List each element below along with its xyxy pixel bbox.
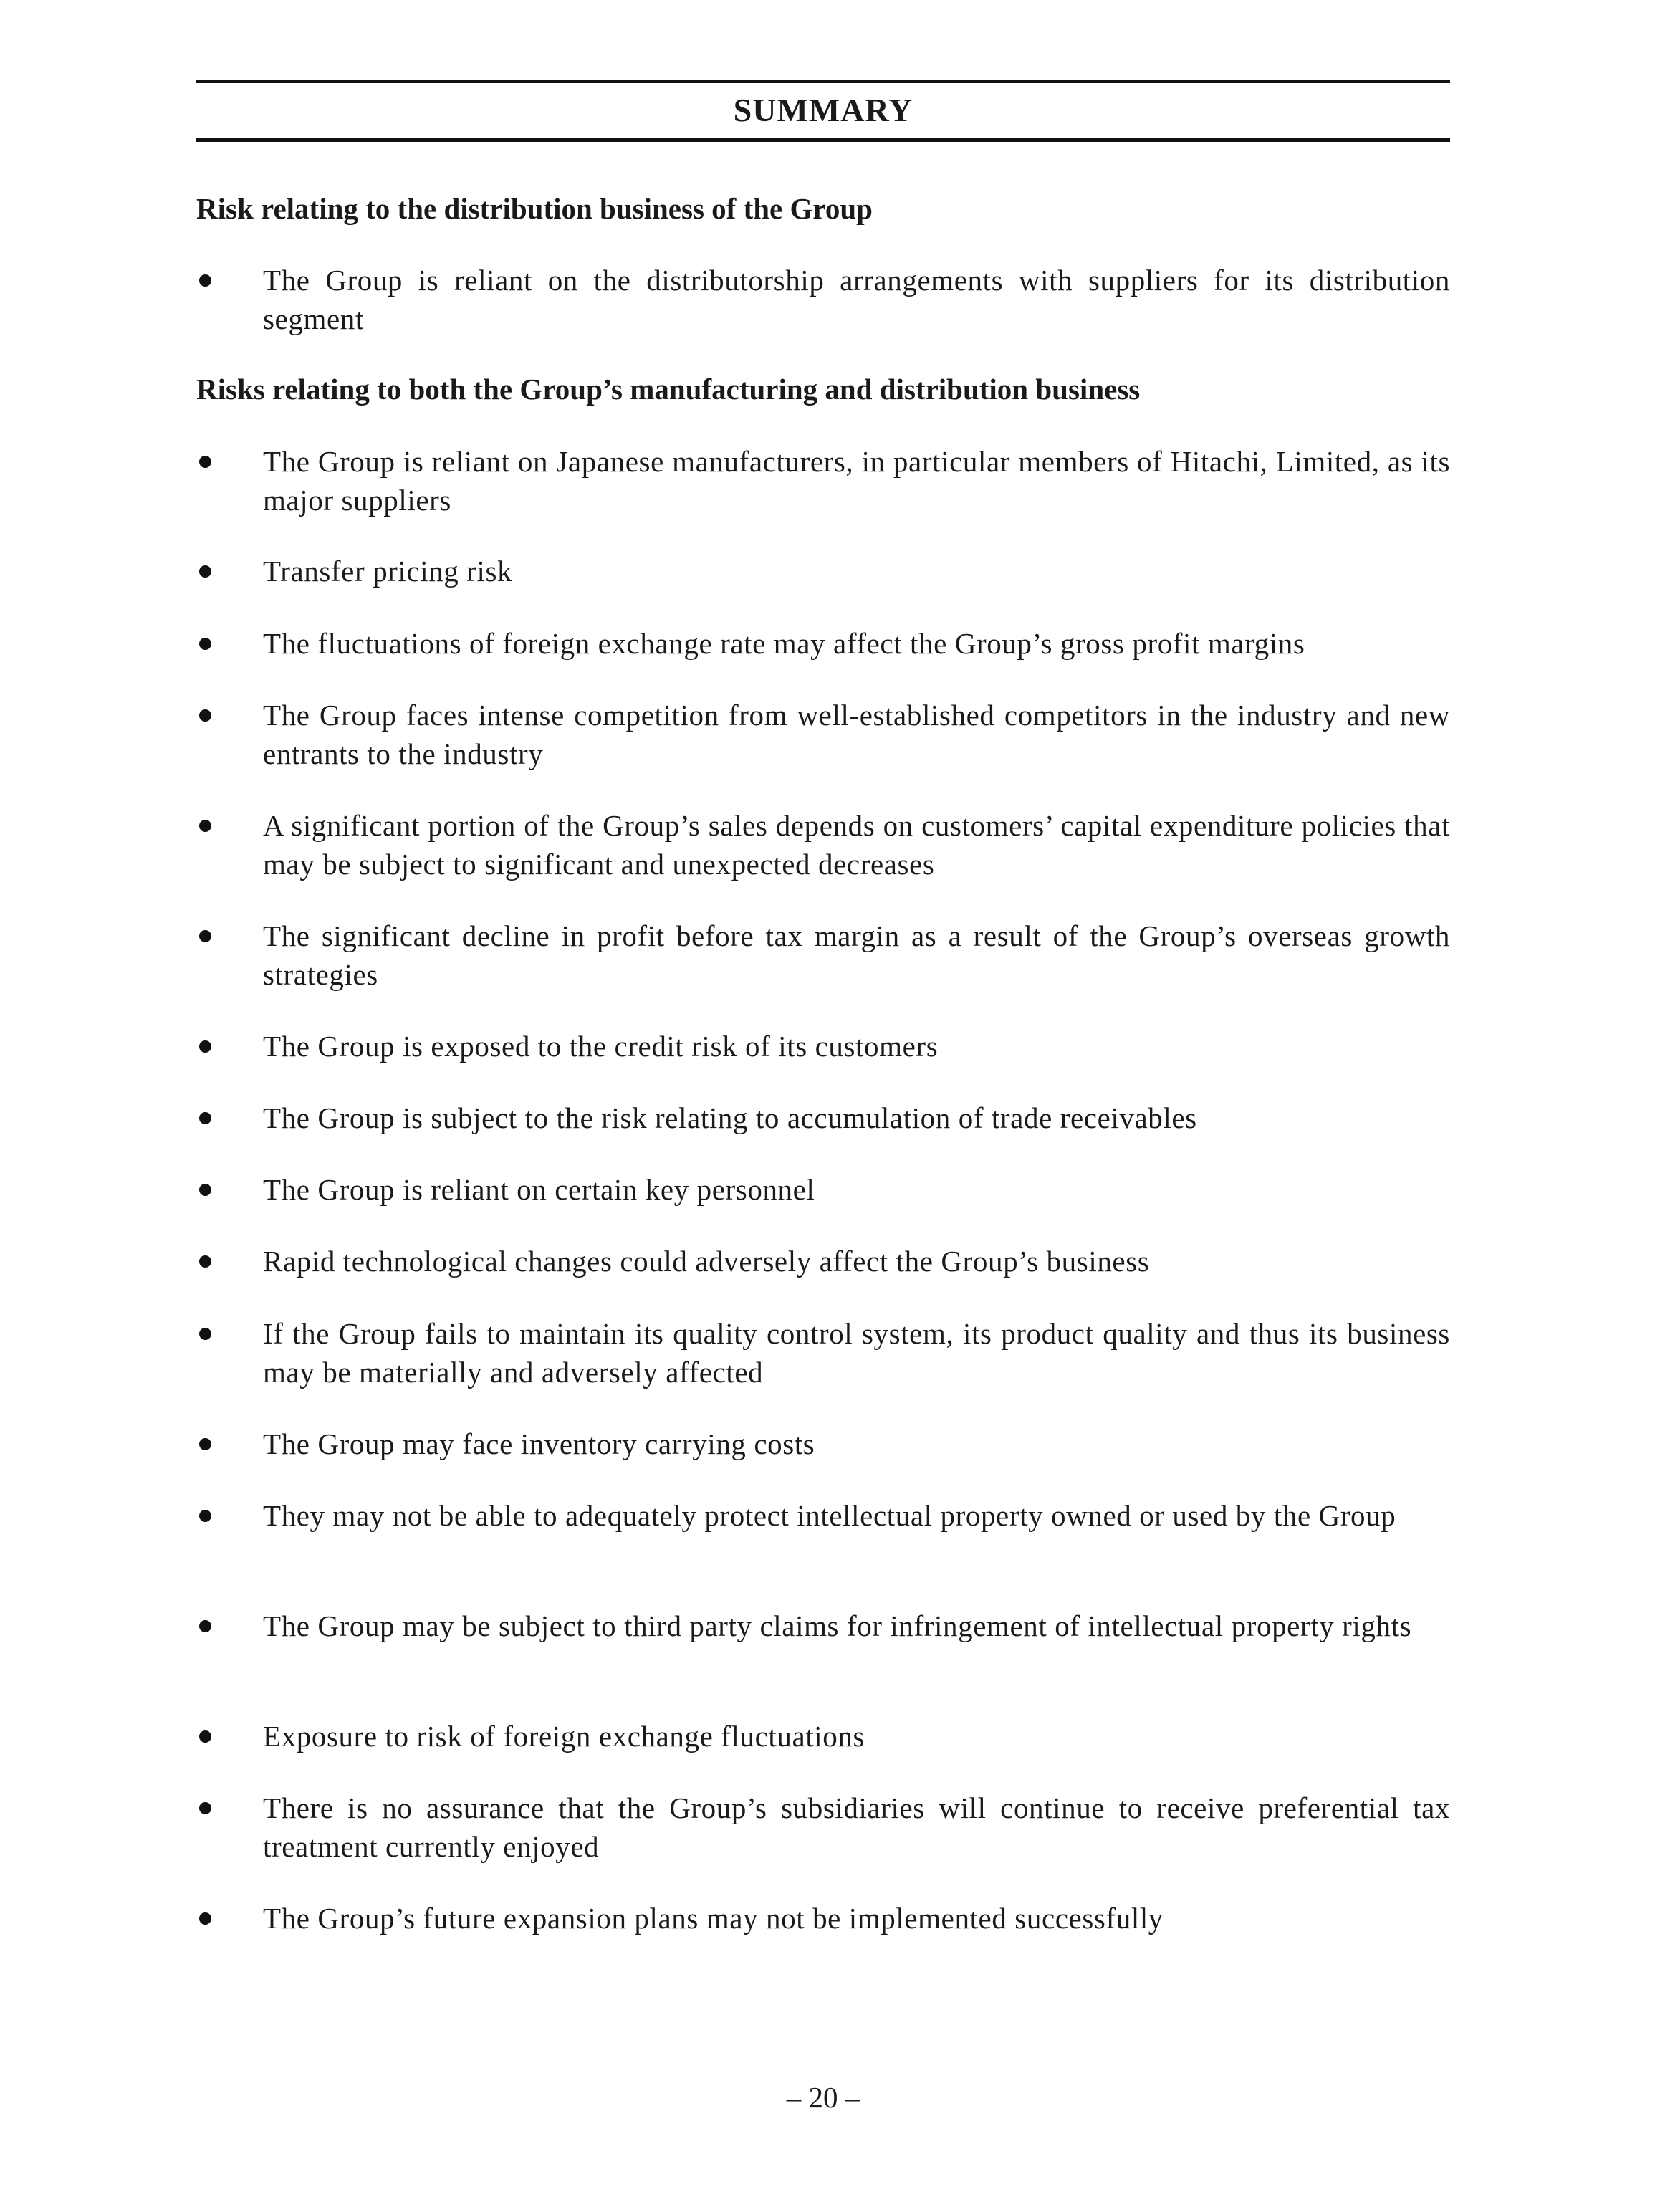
list-item-text: Exposure to risk of foreign exchange fluctuations <box>263 1720 865 1753</box>
list-item-text: The Group may be subject to third party claims for infringement of intellectual property rights <box>263 1609 1412 1642</box>
bullet-icon <box>199 565 211 578</box>
list-item-text: The significant decline in profit before tax margin as a result of the Group’s overseas growth strategies <box>263 919 1450 991</box>
list-item-text: Transfer pricing risk <box>263 555 513 588</box>
list-item-text: The fluctuations of foreign exchange rate may affect the Group’s gross profit margins <box>263 627 1305 660</box>
list-item-text: The Group is subject to the risk relating to accumulation of trade receivables <box>263 1101 1197 1134</box>
bullet-icon <box>199 638 211 650</box>
bullet-icon <box>199 709 211 722</box>
bullet-icon <box>199 274 211 287</box>
list-item-text: If the Group fails to maintain its quality control system, its product quality and thus its business may be materially and adversely affected <box>263 1317 1450 1389</box>
bullet-icon <box>199 1912 211 1925</box>
list-item-text: The Group is reliant on certain key personnel <box>263 1173 815 1206</box>
list-item-text: Rapid technological changes could adversely affect the Group’s business <box>263 1245 1150 1278</box>
section-heading-manufacturing-distribution-risk: Risks relating to both the Group’s manufacturing and distribution business <box>196 373 1141 406</box>
bullet-icon <box>199 1040 211 1053</box>
list-item-text: The Group is reliant on the distributorship arrangements with suppliers for its distribution segment <box>263 264 1450 335</box>
bullet-icon <box>199 1328 211 1340</box>
page-number: – 20 – <box>786 2081 860 2114</box>
section-heading-distribution-risk: Risk relating to the distribution business of the Group <box>196 192 873 225</box>
bullet-icon <box>199 1112 211 1124</box>
bullet-icon <box>199 1438 211 1450</box>
bullet-icon <box>199 1255 211 1268</box>
bullet-icon <box>199 1510 211 1522</box>
header-bottom-rule <box>196 138 1450 142</box>
bullet-icon <box>199 930 211 942</box>
page-title: SUMMARY <box>733 92 913 128</box>
list-item-text: They may not be able to adequately protect intellectual property owned or used by the Group <box>263 1499 1396 1532</box>
bullet-icon <box>199 1184 211 1196</box>
list-item-text: The Group faces intense competition from well-established competitors in the industry and new entrants to the industry <box>263 699 1450 770</box>
bullet-icon <box>199 1620 211 1632</box>
bullet-icon <box>199 1730 211 1743</box>
list-item-text: The Group’s future expansion plans may not be implemented successfully <box>263 1902 1164 1935</box>
list-item-text: The Group may face inventory carrying costs <box>263 1427 815 1460</box>
list-item-text: The Group is exposed to the credit risk of its customers <box>263 1030 939 1063</box>
bullet-icon <box>199 820 211 832</box>
list-item-text: There is no assurance that the Group’s subsidiaries will continue to receive preferential tax treatment currently enjoyed <box>263 1791 1450 1863</box>
list-item-text: A significant portion of the Group’s sales depends on customers’ capital expenditure policies that may be subject to significant and unexpected decreases <box>263 809 1450 881</box>
list-item-text: The Group is reliant on Japanese manufacturers, in particular members of Hitachi, Limited, as its major suppliers <box>263 445 1450 517</box>
header-top-rule <box>196 80 1450 83</box>
bullet-icon <box>199 456 211 468</box>
bullet-icon <box>199 1802 211 1814</box>
